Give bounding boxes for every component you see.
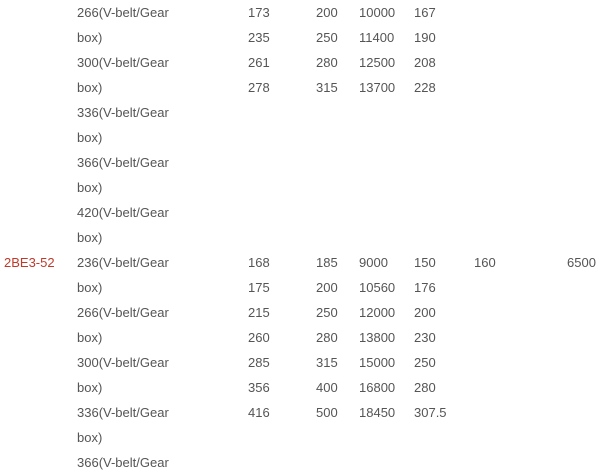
cell-power: 175 — [248, 280, 270, 295]
cell-c3: 315 — [316, 80, 338, 95]
cell-speed: 300(V-belt/Gear — [77, 355, 169, 370]
cell-c3: 200 — [316, 5, 338, 20]
cell-speed: 266(V-belt/Gear — [77, 305, 169, 320]
cell-power: 173 — [248, 5, 270, 20]
cell-c4: 13800 — [359, 330, 396, 345]
cell-speed: 336(V-belt/Gear — [77, 105, 169, 120]
cell-power: 356 — [248, 380, 270, 395]
cell-speed: 300(V-belt/Gear — [77, 55, 169, 70]
cell-power: 235 — [248, 30, 270, 45]
cell-c5: 307.5 — [414, 405, 447, 420]
cell-c3: 400 — [316, 380, 338, 395]
cell-c5: 176 — [414, 280, 436, 295]
cell-power: 215 — [248, 305, 270, 320]
cell-c3: 185 — [316, 255, 338, 270]
cell-c3: 280 — [316, 330, 338, 345]
cell-c4: 16800 — [359, 380, 396, 395]
cell-c3: 250 — [316, 305, 338, 320]
cell-c4: 12500 — [359, 55, 396, 70]
cell-c4: 10560 — [359, 280, 396, 295]
cell-c5: 200 — [414, 305, 436, 320]
cell-speed: box) — [77, 80, 103, 95]
cell-speed: box) — [77, 30, 103, 45]
cell-speed: box) — [77, 280, 103, 295]
cell-model: 2BE3-52 — [4, 255, 55, 270]
cell-c4: 12000 — [359, 305, 396, 320]
cell-c3: 200 — [316, 280, 338, 295]
cell-power: 260 — [248, 330, 270, 345]
cell-power: 416 — [248, 405, 270, 420]
cell-speed: box) — [77, 230, 103, 245]
cell-speed: box) — [77, 130, 103, 145]
cell-c4: 18450 — [359, 405, 396, 420]
cell-speed: 420(V-belt/Gear — [77, 205, 169, 220]
cell-c5: 228 — [414, 80, 436, 95]
cell-c3: 500 — [316, 405, 338, 420]
cell-speed: 366(V-belt/Gear — [77, 455, 169, 470]
cell-c3: 315 — [316, 355, 338, 370]
cell-c4: 13700 — [359, 80, 396, 95]
cell-speed: 236(V-belt/Gear — [77, 255, 169, 270]
cell-c5: 208 — [414, 55, 436, 70]
cell-c6: 160 — [474, 255, 496, 270]
cell-c5: 230 — [414, 330, 436, 345]
cell-c5: 150 — [414, 255, 436, 270]
cell-speed: box) — [77, 380, 103, 395]
cell-power: 168 — [248, 255, 270, 270]
cell-power: 261 — [248, 55, 270, 70]
cell-speed: 266(V-belt/Gear — [77, 5, 169, 20]
cell-power: 285 — [248, 355, 270, 370]
cell-c4: 11400 — [359, 30, 395, 45]
cell-speed: box) — [77, 180, 103, 195]
cell-speed: 336(V-belt/Gear — [77, 405, 169, 420]
cell-speed: 366(V-belt/Gear — [77, 155, 169, 170]
cell-speed: box) — [77, 430, 103, 445]
cell-c5: 190 — [414, 30, 436, 45]
cell-c4: 10000 — [359, 5, 396, 20]
cell-c4: 15000 — [359, 355, 396, 370]
cell-c5: 280 — [414, 380, 436, 395]
cell-c3: 280 — [316, 55, 338, 70]
cell-c7: 6500 — [567, 255, 596, 270]
cell-power: 278 — [248, 80, 270, 95]
cell-c4: 9000 — [359, 255, 388, 270]
cell-c3: 250 — [316, 30, 338, 45]
cell-speed: box) — [77, 330, 103, 345]
cell-c5: 250 — [414, 355, 436, 370]
cell-c5: 167 — [414, 5, 436, 20]
